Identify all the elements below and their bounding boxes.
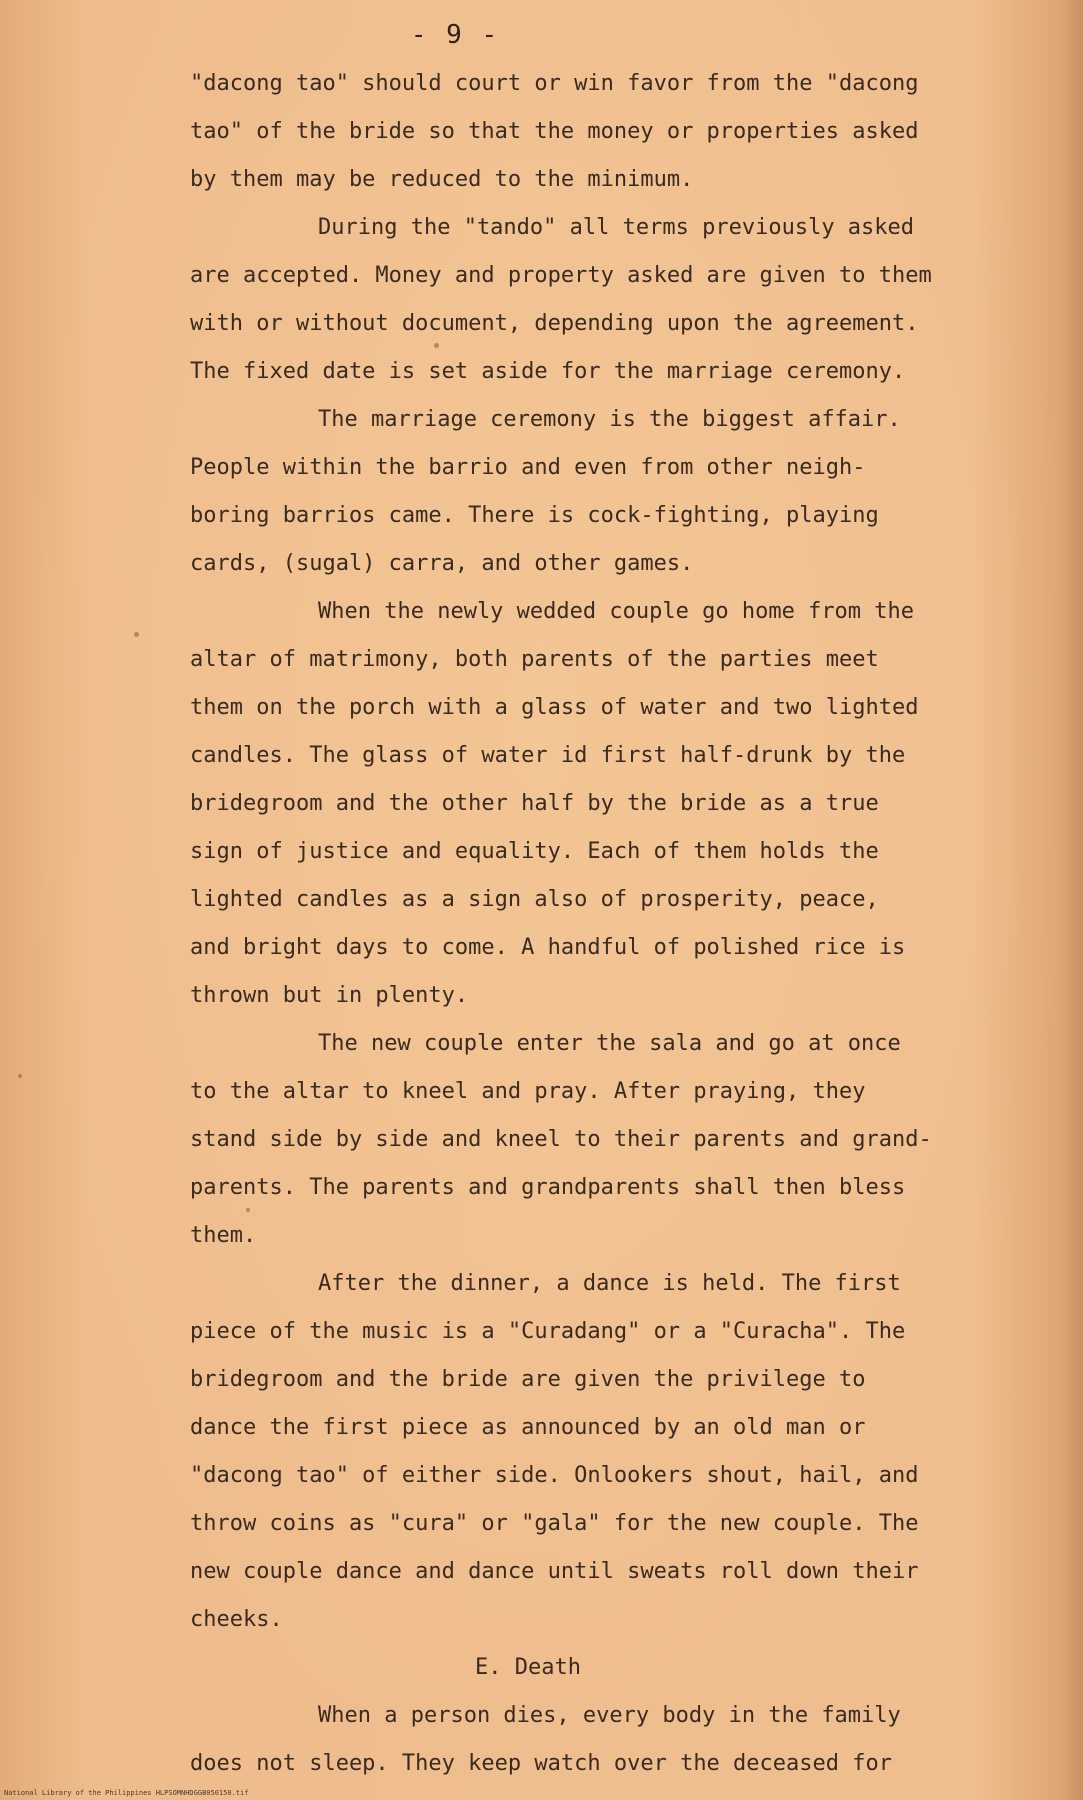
text-line: by them may be reduced to the minimum. — [190, 167, 694, 192]
text-line: bridegroom and the other half by the bride as a true — [190, 791, 879, 816]
paper-speck — [434, 343, 439, 348]
text-line: are accepted. Money and property asked are given to them — [190, 263, 932, 288]
page-number: - 9 - — [410, 20, 500, 50]
section-heading: E. Death — [475, 1655, 581, 1680]
text-line: to the altar to kneel and pray. After praying, they — [190, 1079, 866, 1104]
text-line: candles. The glass of water id first half-drunk by the — [190, 743, 906, 768]
page-edge-shadow — [1061, 0, 1083, 1800]
text-line: When the newly wedded couple go home from the — [318, 599, 915, 624]
text-line: new couple dance and dance until sweats roll down their — [190, 1559, 919, 1584]
text-line: The marriage ceremony is the biggest affair. — [318, 407, 901, 432]
text-line: "dacong tao" of either side. Onlookers shout, hail, and — [190, 1463, 919, 1488]
text-line: The fixed date is set aside for the marriage ceremony. — [190, 359, 906, 384]
text-line: does not sleep. They keep watch over the deceased for — [190, 1751, 892, 1776]
scan-credit: National Library of the Philippines HLPSOMNHDGGB050150.tif — [4, 1789, 249, 1797]
text-line: "dacong tao" should court or win favor from the "dacong — [190, 71, 919, 96]
paper-speck — [134, 632, 139, 637]
text-line: throw coins as "cura" or "gala" for the new couple. The — [190, 1511, 919, 1536]
text-line: thrown but in plenty. — [190, 983, 469, 1008]
text-line: When a person dies, every body in the family — [318, 1703, 901, 1728]
text-line: stand side by side and kneel to their parents and grand- — [190, 1127, 932, 1152]
text-line: boring barrios came. There is cock-fighting, playing — [190, 503, 879, 528]
text-line: After the dinner, a dance is held. The first — [318, 1271, 901, 1296]
paper-speck — [246, 1208, 250, 1212]
text-line: them. — [190, 1223, 257, 1248]
text-line: lighted candles as a sign also of prosperity, peace, — [190, 887, 879, 912]
text-line: piece of the music is a "Curadang" or a "Curacha". The — [190, 1319, 906, 1344]
text-line: sign of justice and equality. Each of them holds the — [190, 839, 879, 864]
text-line: them on the porch with a glass of water and two lighted — [190, 695, 919, 720]
text-line: altar of matrimony, both parents of the parties meet — [190, 647, 879, 672]
text-line: dance the first piece as announced by an old man or — [190, 1415, 866, 1440]
text-line: bridegroom and the bride are given the privilege to — [190, 1367, 866, 1392]
text-line: with or without document, depending upon the agreement. — [190, 311, 919, 336]
text-line: cheeks. — [190, 1607, 283, 1632]
text-line: cards, (sugal) carra, and other games. — [190, 551, 694, 576]
paper-speck — [18, 1074, 22, 1078]
text-line: The new couple enter the sala and go at once — [318, 1031, 901, 1056]
text-line: parents. The parents and grandparents shall then bless — [190, 1175, 906, 1200]
text-line: People within the barrio and even from other neigh- — [190, 455, 866, 480]
text-line: tao" of the bride so that the money or properties asked — [190, 119, 919, 144]
text-line: and bright days to come. A handful of polished rice is — [190, 935, 906, 960]
body-text — [190, 60, 1010, 1788]
text-line: During the "tando" all terms previously asked — [318, 215, 915, 240]
